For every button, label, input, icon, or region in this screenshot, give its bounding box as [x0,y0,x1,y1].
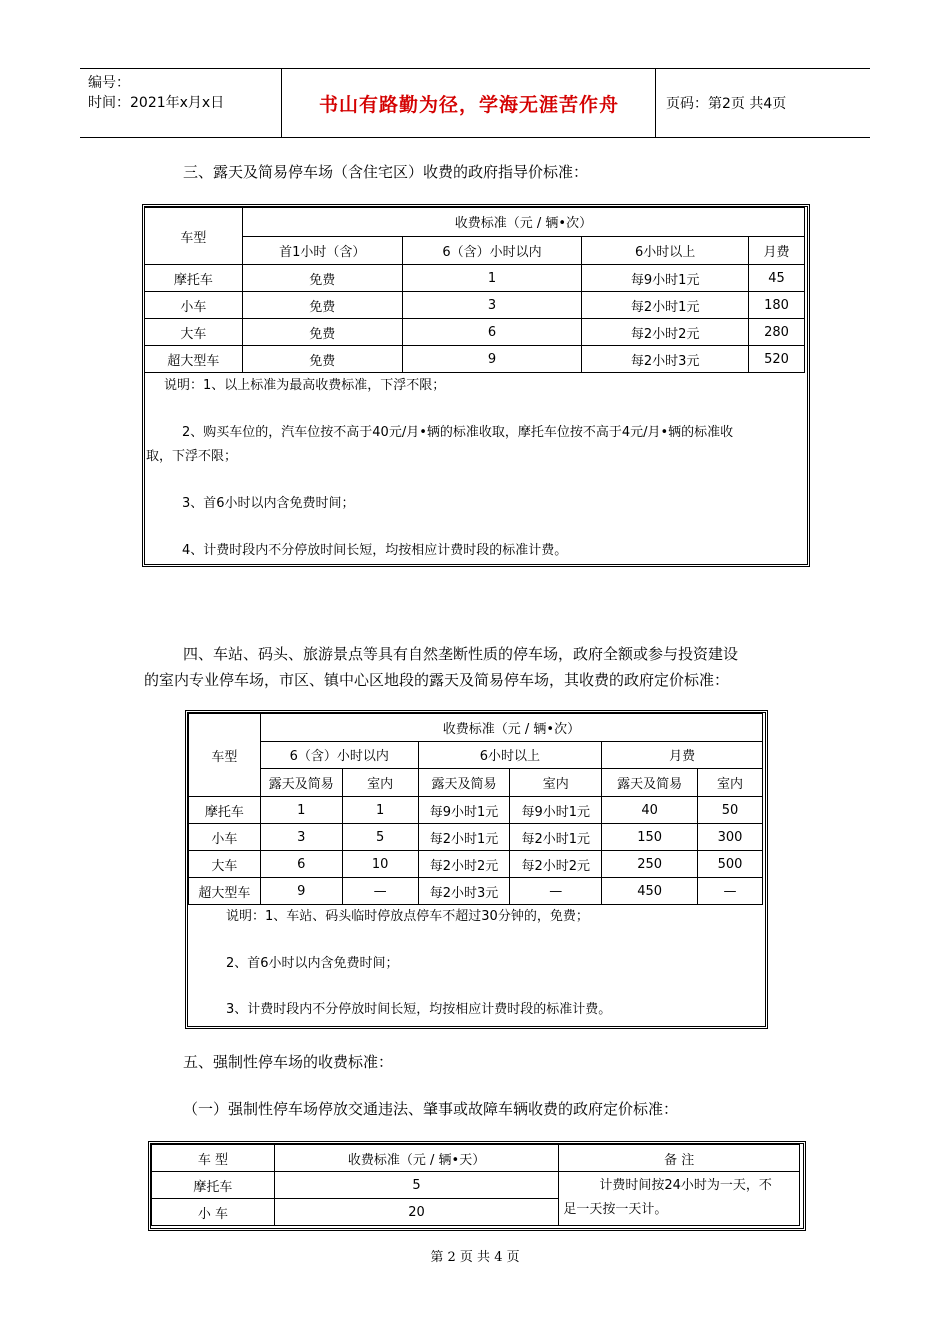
section5-sub-heading: （一）强制性停车场停放交通违法、肇事或故障车辆收费的政府定价标准： [183,1100,679,1118]
note-line: 说明：1、车站、码头临时停放点停车不超过30分钟的，免费； [226,909,589,924]
table-cell: 免费 [242,346,402,373]
table-cell: 每2小时2元 [418,851,510,878]
note-line: 说明：1、以上标准为最高收费标准，下浮不限； [164,378,446,393]
table-cell: 3 [402,292,582,319]
table-cell: 20 [274,1199,559,1226]
section4-table [188,713,763,905]
table-cell: 9 [260,878,342,905]
table-cell: 小车 [145,292,243,319]
group-header: 月费 [602,741,763,769]
note-line: 4、计费时段内不分停放时间长短，均按相应计费时段的标准计费。 [182,543,568,558]
section4-heading-line1: 四、车站、码头、旅游景点等具有自然垄断性质的停车场，政府全额或参与投资建设 [183,645,739,663]
table-cell: 50 [698,797,763,824]
table-cell: — [342,878,418,905]
subcolumn-header: 室内 [698,769,763,797]
table-cell: 40 [602,797,698,824]
remark-cell [559,1172,800,1226]
time-label: 时间：2021年x月x日 [88,95,225,111]
table-cell: 超大型车 [189,878,261,905]
fee-header: 收费标准（元 / 辆•次） [242,208,804,237]
table-cell: 免费 [242,292,402,319]
code-label: 编号： [88,75,130,91]
table-cell: 摩托车 [189,797,261,824]
section5-table [151,1144,800,1226]
table-cell: 每2小时2元 [582,319,749,346]
table-cell: 45 [749,265,805,292]
subcolumn-header: 室内 [342,769,418,797]
column-header: 6小时以上 [582,236,749,265]
motto: 书山有路勤为径，学海无涯苦作舟 [318,93,619,116]
note-line: 取，下浮不限； [146,449,238,464]
page-info: 页码：第2页 共4页 [666,96,787,112]
note-line: 3、首6小时以内含免费时间； [182,496,355,511]
table-cell: 每2小时1元 [510,824,602,851]
column-header: 首1小时（含） [242,236,402,265]
table-cell: 300 [698,824,763,851]
table-cell: 小车 [189,824,261,851]
subcolumn-header: 露天及简易 [260,769,342,797]
table-cell: 每2小时3元 [418,878,510,905]
note-line: 2、购买车位的，汽车位按不高于40元/月•辆的标准收取，摩托车位按不高于4元/月•辆的标准收 [182,425,734,440]
table-cell: — [698,878,763,905]
vehicle-header: 车 型 [152,1145,275,1172]
table-cell: 摩托车 [152,1172,275,1199]
table-cell: 每9小时1元 [510,797,602,824]
page-footer: 第 2 页 共 4 页 [430,1250,520,1265]
table-cell: 280 [749,319,805,346]
table-cell: 5 [274,1172,559,1199]
section3-heading: 三、露天及简易停车场（含住宅区）收费的政府指导价标准： [183,163,589,181]
table-row [189,824,763,851]
table-row [145,346,805,373]
table-row [189,878,763,905]
subcolumn-header: 露天及简易 [418,769,510,797]
table-cell: 摩托车 [145,265,243,292]
subcolumn-header: 室内 [510,769,602,797]
header-left [88,73,224,113]
fee-header: 收费标准（元 / 辆•天） [274,1145,559,1172]
table-cell: 免费 [242,265,402,292]
vehicle-header: 车型 [189,714,261,797]
column-header: 月费 [749,236,805,265]
table-cell: 500 [698,851,763,878]
table-row [145,292,805,319]
table-cell: 250 [602,851,698,878]
note-line: 3、计费时段内不分停放时间长短，均按相应计费时段的标准计费。 [226,1002,612,1017]
table-row [189,797,763,824]
table-cell: 1 [342,797,418,824]
table-cell: 大车 [189,851,261,878]
table-cell: 1 [402,265,582,292]
page-header [80,68,870,138]
section3-table [144,207,805,373]
vehicle-header: 车型 [145,208,243,265]
section4-heading-line2: 的室内专业停车场，市区、镇中心区地段的露天及简易停车场，其收费的政府定价标准： [144,671,730,689]
table-cell: 3 [260,824,342,851]
table-cell: 免费 [242,319,402,346]
section5-heading: 五、强制性停车场的收费标准： [183,1053,394,1071]
group-header: 6小时以上 [418,741,602,769]
table-cell: 6 [402,319,582,346]
table-cell: 5 [342,824,418,851]
table-row [145,319,805,346]
table-cell: 超大型车 [145,346,243,373]
remark-header: 备 注 [559,1145,800,1172]
table-row [145,265,805,292]
fee-header: 收费标准（元 / 辆•次） [260,714,762,742]
remark-line: 足一天按一天计。 [563,1202,668,1217]
table-cell: 每2小时1元 [418,824,510,851]
table-cell: 450 [602,878,698,905]
table-cell: 520 [749,346,805,373]
remark-line: 计费时间按24小时为一天，不 [599,1178,772,1193]
table-cell: 小 车 [152,1199,275,1226]
table-cell: 150 [602,824,698,851]
subcolumn-header: 露天及简易 [602,769,698,797]
table-cell: 每2小时2元 [510,851,602,878]
column-header: 6（含）小时以内 [402,236,582,265]
table-row [189,851,763,878]
table-cell: 大车 [145,319,243,346]
table-cell: 每2小时3元 [582,346,749,373]
table-row [152,1172,800,1199]
note-line: 2、首6小时以内含免费时间； [226,956,399,971]
table-cell: 6 [260,851,342,878]
table-cell: 180 [749,292,805,319]
table-cell: 每2小时1元 [582,292,749,319]
table-cell: 每9小时1元 [582,265,749,292]
table-cell: 9 [402,346,582,373]
table-cell: 每9小时1元 [418,797,510,824]
table-cell: 10 [342,851,418,878]
group-header: 6（含）小时以内 [260,741,418,769]
table-cell: 1 [260,797,342,824]
table-cell: — [510,878,602,905]
